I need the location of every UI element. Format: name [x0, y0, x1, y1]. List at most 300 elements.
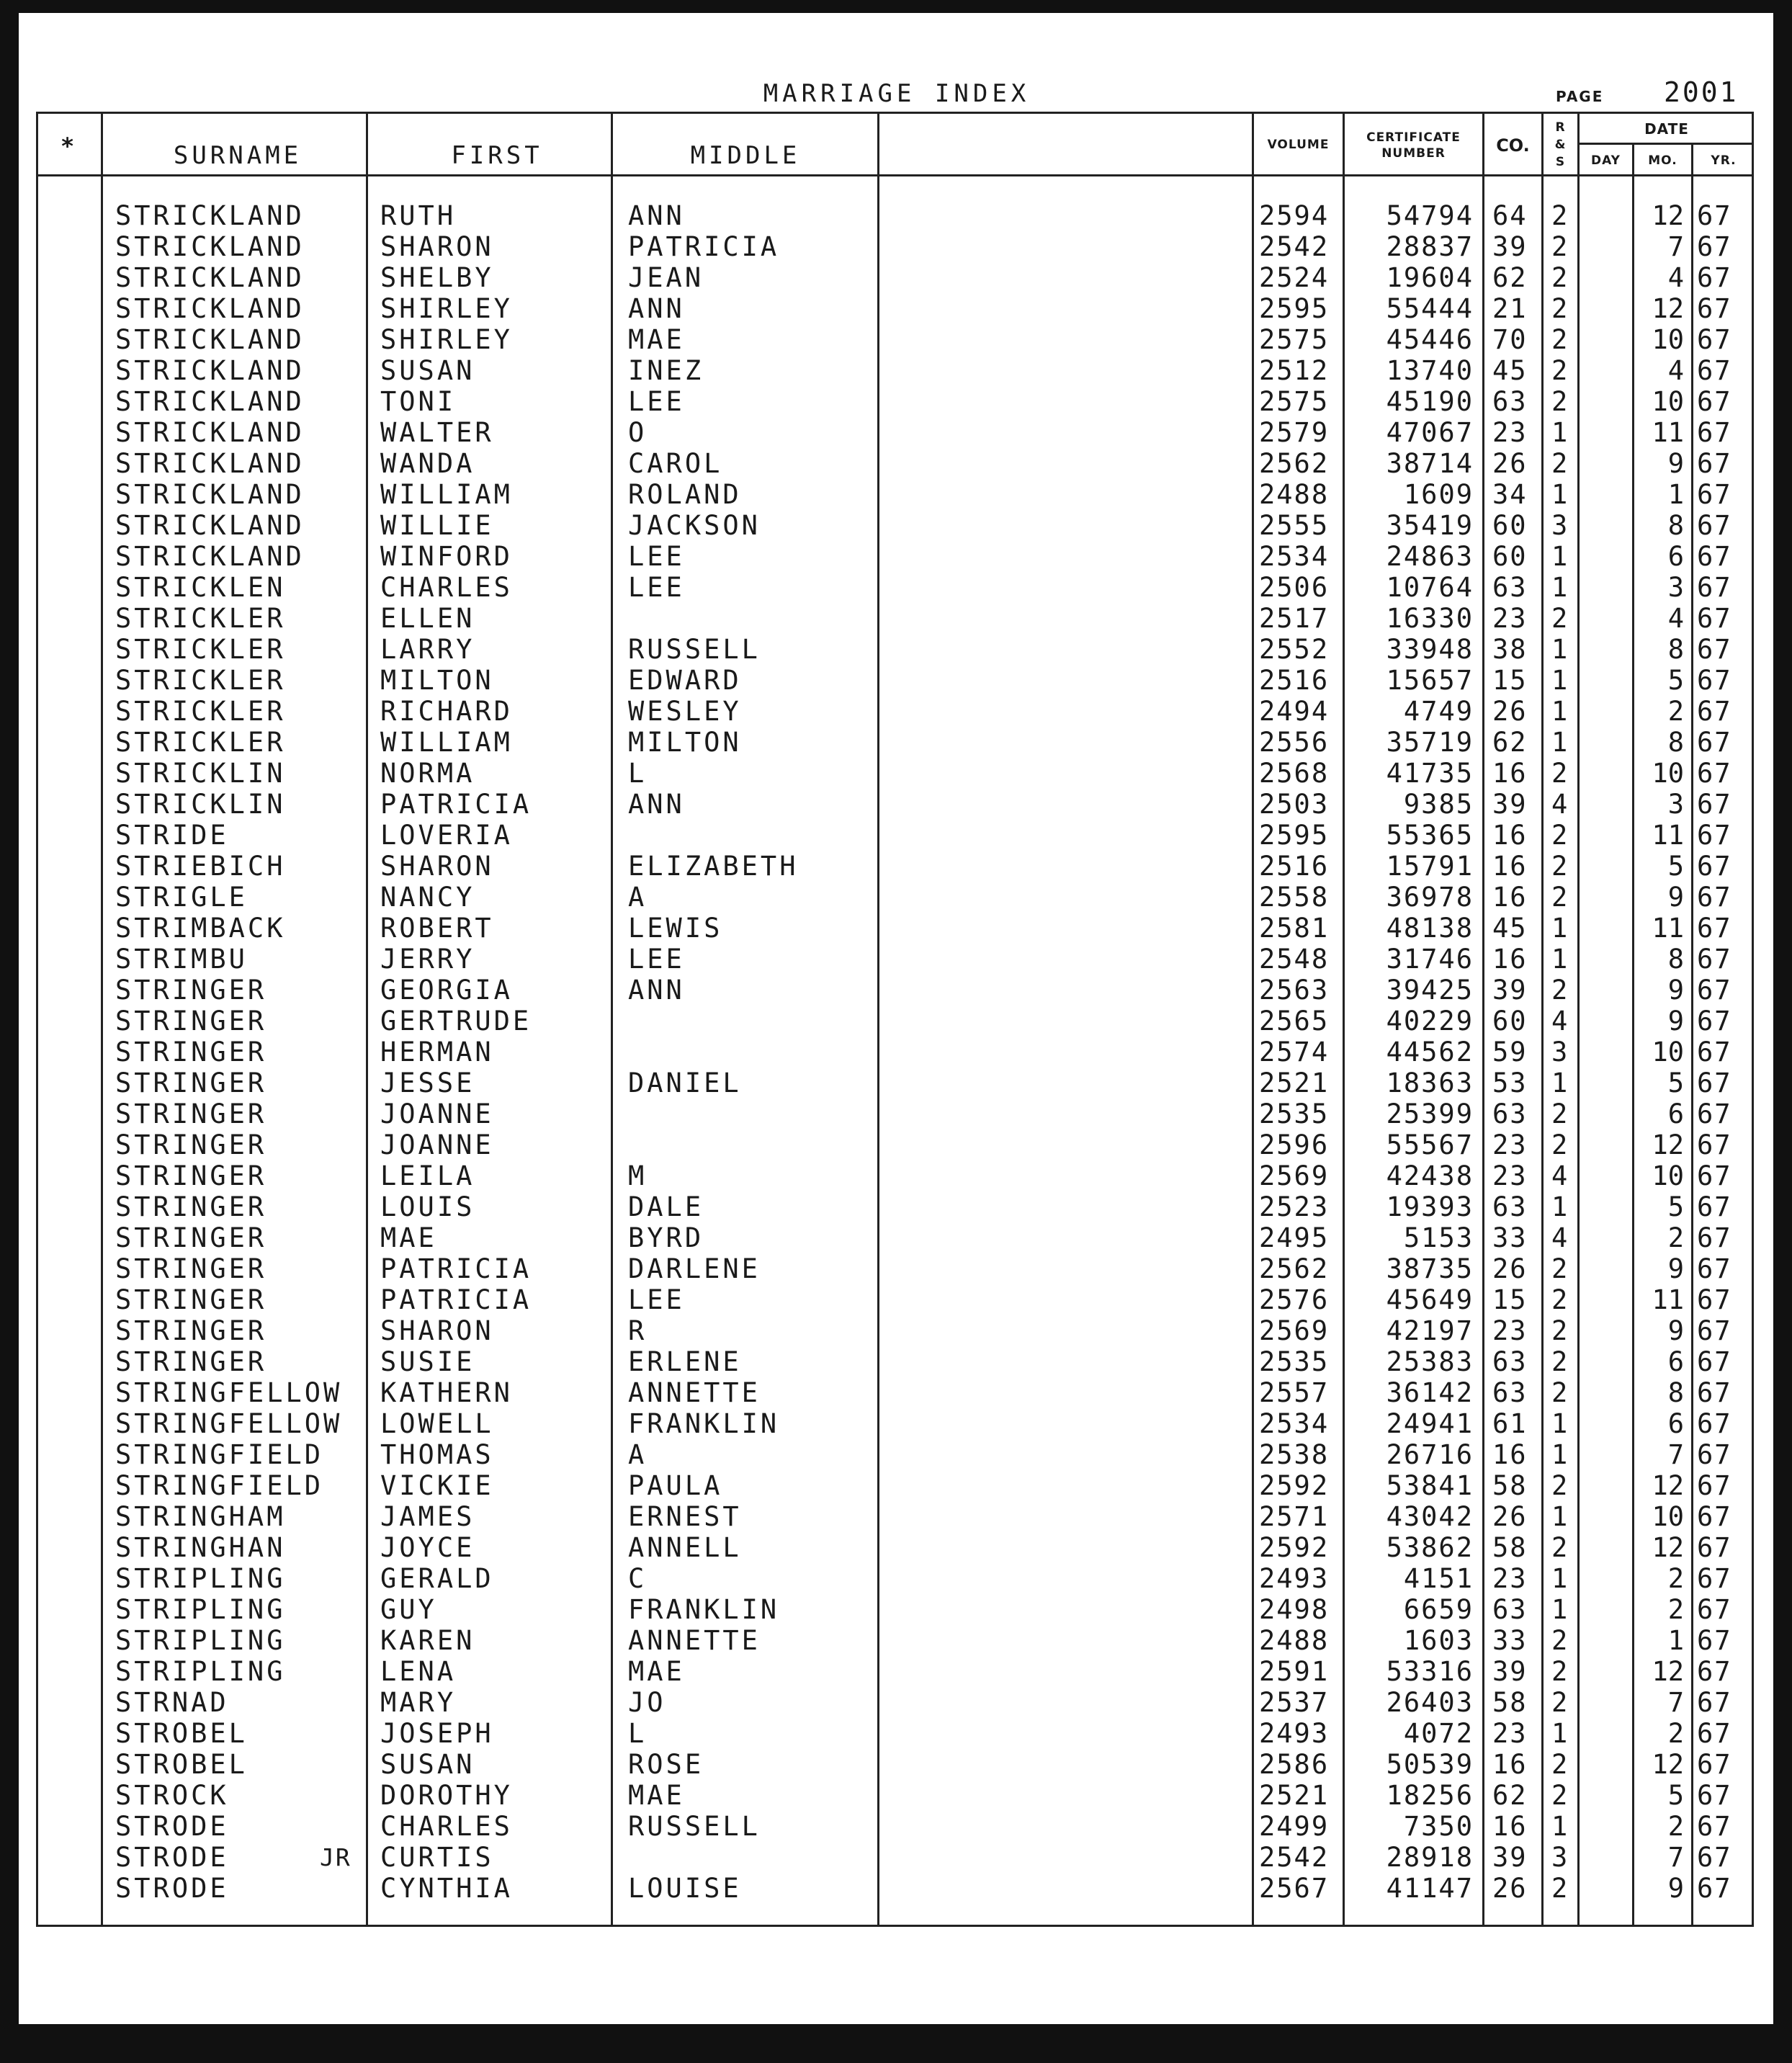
month-cell: 9	[1667, 1253, 1684, 1284]
month-cell: 12	[1652, 1129, 1684, 1160]
year-cell: 67	[1697, 1439, 1732, 1470]
first-name-cell: JESSE	[380, 1068, 475, 1098]
certificate-number-cell: 45649	[1386, 1284, 1474, 1315]
year-cell: 67	[1697, 293, 1732, 324]
rs-header-line3: S	[1555, 155, 1566, 169]
middle-name-cell: ERLENE	[628, 1346, 742, 1377]
month-cell: 12	[1652, 1470, 1684, 1501]
surname-cell: STRICKLIN	[115, 789, 286, 820]
year-cell: 67	[1697, 448, 1732, 479]
certificate-number-cell: 41147	[1386, 1873, 1474, 1904]
first-name-cell: WILLIE	[380, 510, 494, 541]
month-cell: 9	[1667, 882, 1684, 913]
middle-name-cell: ANN	[628, 293, 685, 324]
county-cell: 23	[1492, 1563, 1528, 1594]
certificate-number-cell: 9385	[1403, 789, 1474, 820]
certificate-header-line1: CERTIFICATE	[1366, 130, 1461, 145]
certificate-number-cell: 47067	[1386, 417, 1474, 448]
first-name-cell: WANDA	[380, 448, 475, 479]
surname-cell: STRIPLING	[115, 1594, 286, 1625]
record-row	[0, 1315, 1792, 1346]
middle-name-cell: L	[628, 758, 648, 789]
volume-cell: 2534	[1259, 541, 1330, 572]
year-cell: 67	[1697, 417, 1732, 448]
year-cell: 67	[1697, 1068, 1732, 1098]
surname-cell: STRODE	[115, 1873, 229, 1904]
record-row	[0, 1222, 1792, 1253]
surname-cell: STRICKLAND	[115, 355, 305, 386]
year-cell: 67	[1697, 355, 1732, 386]
volume-cell: 2586	[1259, 1749, 1330, 1780]
rs-cell: 2	[1551, 1625, 1568, 1656]
volume-cell: 2568	[1259, 758, 1330, 789]
first-name-cell: LARRY	[380, 634, 475, 665]
county-cell: 23	[1492, 603, 1528, 634]
county-cell: 38	[1492, 634, 1528, 665]
middle-name-cell: ANN	[628, 789, 685, 820]
day-header: DAY	[1591, 153, 1621, 168]
certificate-number-cell: 28837	[1386, 231, 1474, 262]
volume-cell: 2567	[1259, 1873, 1330, 1904]
county-cell: 63	[1492, 1346, 1528, 1377]
certificate-number-cell: 53316	[1386, 1656, 1474, 1687]
first-name-cell: CURTIS	[380, 1842, 494, 1873]
year-cell: 67	[1697, 634, 1732, 665]
record-row	[0, 1068, 1792, 1098]
rs-cell: 1	[1551, 479, 1568, 510]
first-name-cell: PATRICIA	[380, 789, 532, 820]
surname-cell: STRIPLING	[115, 1656, 286, 1687]
county-cell: 33	[1492, 1625, 1528, 1656]
year-cell: 67	[1697, 1408, 1732, 1439]
page-number: 2001	[1664, 76, 1739, 108]
record-row	[0, 1749, 1792, 1780]
month-cell: 7	[1667, 1842, 1684, 1873]
middle-name-cell: BYRD	[628, 1222, 704, 1253]
surname-cell: STRODE	[115, 1811, 229, 1842]
county-cell: 58	[1492, 1470, 1528, 1501]
month-cell: 5	[1667, 665, 1684, 696]
year-cell: 67	[1697, 1222, 1732, 1253]
header-divider	[36, 174, 1754, 176]
certificate-number-cell: 38735	[1386, 1253, 1474, 1284]
rs-cell: 2	[1551, 262, 1568, 293]
surname-cell: STRICKLAND	[115, 324, 305, 355]
record-row	[0, 386, 1792, 417]
month-cell: 6	[1667, 1098, 1684, 1129]
record-row	[0, 1037, 1792, 1068]
volume-cell: 2495	[1259, 1222, 1330, 1253]
suffix-cell: JR	[320, 1843, 351, 1871]
year-cell: 67	[1697, 696, 1732, 727]
month-cell: 8	[1667, 510, 1684, 541]
rs-cell: 4	[1551, 1222, 1568, 1253]
county-cell: 16	[1492, 944, 1528, 975]
volume-cell: 2516	[1259, 851, 1330, 882]
volume-cell: 2565	[1259, 1006, 1330, 1037]
surname-cell: STRICKLER	[115, 634, 286, 665]
surname-cell: STRINGHAN	[115, 1532, 286, 1563]
month-cell: 2	[1667, 1563, 1684, 1594]
record-row	[0, 262, 1792, 293]
year-cell: 67	[1697, 820, 1732, 851]
month-cell: 10	[1652, 1037, 1684, 1068]
record-row	[0, 1346, 1792, 1377]
year-cell: 67	[1697, 1006, 1732, 1037]
county-cell: 23	[1492, 417, 1528, 448]
record-row	[0, 1811, 1792, 1842]
middle-name-cell: ANN	[628, 975, 685, 1006]
rs-cell: 2	[1551, 1284, 1568, 1315]
county-cell: 16	[1492, 851, 1528, 882]
middle-name-cell: A	[628, 1439, 648, 1470]
county-cell: 39	[1492, 1656, 1528, 1687]
first-name-cell: JERRY	[380, 944, 475, 975]
record-row	[0, 1656, 1792, 1687]
month-cell: 10	[1652, 324, 1684, 355]
county-cell: 63	[1492, 1098, 1528, 1129]
first-name-cell: SHIRLEY	[380, 293, 513, 324]
month-cell: 12	[1652, 1749, 1684, 1780]
volume-cell: 2592	[1259, 1470, 1330, 1501]
first-name-cell: KATHERN	[380, 1377, 513, 1408]
first-name-cell: PATRICIA	[380, 1253, 532, 1284]
rs-cell: 2	[1551, 1532, 1568, 1563]
surname-cell: STRIMBACK	[115, 913, 286, 944]
middle-name-cell: EDWARD	[628, 665, 742, 696]
month-cell: 10	[1652, 758, 1684, 789]
certificate-number-cell: 53841	[1386, 1470, 1474, 1501]
certificate-number-cell: 13740	[1386, 355, 1474, 386]
year-cell: 67	[1697, 1811, 1732, 1842]
record-row	[0, 1532, 1792, 1563]
record-row	[0, 975, 1792, 1006]
record-row	[0, 1563, 1792, 1594]
middle-name-cell: ANNELL	[628, 1532, 742, 1563]
volume-cell: 2538	[1259, 1439, 1330, 1470]
surname-cell: STRICKLIN	[115, 758, 286, 789]
record-row	[0, 1006, 1792, 1037]
rs-cell: 4	[1551, 789, 1568, 820]
first-name-cell: WILLIAM	[380, 727, 513, 758]
year-cell: 67	[1697, 1656, 1732, 1687]
surname-cell: STRINGER	[115, 1315, 267, 1346]
certificate-number-cell: 25383	[1386, 1346, 1474, 1377]
middle-name-cell: LOUISE	[628, 1873, 742, 1904]
surname-cell: STRICKLAND	[115, 293, 305, 324]
surname-cell: STRINGER	[115, 1098, 267, 1129]
month-cell: 10	[1652, 1501, 1684, 1532]
rs-cell: 2	[1551, 200, 1568, 231]
year-cell: 67	[1697, 324, 1732, 355]
record-row	[0, 1253, 1792, 1284]
county-cell: 16	[1492, 1811, 1528, 1842]
county-cell: 23	[1492, 1129, 1528, 1160]
rs-cell: 1	[1551, 1068, 1568, 1098]
rs-cell: 2	[1551, 1780, 1568, 1811]
month-cell: 6	[1667, 1346, 1684, 1377]
volume-cell: 2555	[1259, 510, 1330, 541]
certificate-number-cell: 39425	[1386, 975, 1474, 1006]
first-name-cell: LOUIS	[380, 1191, 475, 1222]
surname-cell: STRINGER	[115, 1253, 267, 1284]
record-row	[0, 1842, 1792, 1873]
county-cell: 64	[1492, 200, 1528, 231]
rs-cell: 2	[1551, 386, 1568, 417]
record-row	[0, 820, 1792, 851]
volume-cell: 2493	[1259, 1718, 1330, 1749]
certificate-number-cell: 24941	[1386, 1408, 1474, 1439]
record-row	[0, 541, 1792, 572]
county-cell: 16	[1492, 1749, 1528, 1780]
first-name-cell: ROBERT	[380, 913, 494, 944]
volume-cell: 2562	[1259, 1253, 1330, 1284]
certificate-number-cell: 16330	[1386, 603, 1474, 634]
year-cell: 67	[1697, 1377, 1732, 1408]
year-cell: 67	[1697, 758, 1732, 789]
first-name-cell: SHARON	[380, 231, 494, 262]
rs-cell: 3	[1551, 1842, 1568, 1873]
middle-name-cell: R	[628, 1315, 648, 1346]
surname-cell: STROCK	[115, 1780, 229, 1811]
record-row	[0, 696, 1792, 727]
rs-cell: 2	[1551, 448, 1568, 479]
volume-cell: 2506	[1259, 572, 1330, 603]
county-cell: 58	[1492, 1532, 1528, 1563]
certificate-number-cell: 48138	[1386, 913, 1474, 944]
rs-cell: 1	[1551, 417, 1568, 448]
year-cell: 67	[1697, 262, 1732, 293]
certificate-number-cell: 19393	[1386, 1191, 1474, 1222]
rs-cell: 2	[1551, 1749, 1568, 1780]
rs-cell: 2	[1551, 293, 1568, 324]
year-cell: 67	[1697, 1749, 1732, 1780]
county-cell: 26	[1492, 1253, 1528, 1284]
month-cell: 1	[1667, 479, 1684, 510]
rs-cell: 1	[1551, 1811, 1568, 1842]
county-cell: 34	[1492, 479, 1528, 510]
county-cell: 60	[1492, 510, 1528, 541]
certificate-number-cell: 18363	[1386, 1068, 1474, 1098]
surname-cell: STRICKLAND	[115, 231, 305, 262]
county-cell: 16	[1492, 1439, 1528, 1470]
record-row	[0, 1470, 1792, 1501]
rs-cell: 2	[1551, 1129, 1568, 1160]
month-cell: 11	[1652, 820, 1684, 851]
month-cell: 9	[1667, 1315, 1684, 1346]
volume-cell: 2556	[1259, 727, 1330, 758]
middle-name-cell: JO	[628, 1687, 666, 1718]
record-row	[0, 355, 1792, 386]
surname-cell: STRIPLING	[115, 1563, 286, 1594]
first-name-cell: SHARON	[380, 851, 494, 882]
surname-cell: STRINGFELLOW	[115, 1377, 343, 1408]
surname-cell: STRINGER	[115, 1006, 267, 1037]
first-name-cell: NORMA	[380, 758, 475, 789]
volume-cell: 2594	[1259, 200, 1330, 231]
middle-name-cell: DANIEL	[628, 1068, 742, 1098]
volume-cell: 2576	[1259, 1284, 1330, 1315]
middle-name-cell: LEE	[628, 572, 685, 603]
county-cell: 63	[1492, 1191, 1528, 1222]
surname-cell: STRICKLAND	[115, 448, 305, 479]
first-name-cell: MILTON	[380, 665, 494, 696]
first-name-cell: SHIRLEY	[380, 324, 513, 355]
first-name-cell: GUY	[380, 1594, 437, 1625]
month-cell: 11	[1652, 1284, 1684, 1315]
volume-cell: 2558	[1259, 882, 1330, 913]
surname-cell: STRINGER	[115, 1068, 267, 1098]
month-cell: 5	[1667, 1191, 1684, 1222]
middle-name-cell: JEAN	[628, 262, 704, 293]
first-name-cell: HERMAN	[380, 1037, 494, 1068]
county-cell: 62	[1492, 262, 1528, 293]
record-row	[0, 293, 1792, 324]
record-row	[0, 851, 1792, 882]
county-cell: 61	[1492, 1408, 1528, 1439]
month-cell: 7	[1667, 1439, 1684, 1470]
certificate-number-cell: 10764	[1386, 572, 1474, 603]
surname-cell: STRODE	[115, 1842, 229, 1873]
record-row	[0, 1873, 1792, 1904]
record-row	[0, 1160, 1792, 1191]
certificate-number-cell: 18256	[1386, 1780, 1474, 1811]
rs-cell: 1	[1551, 944, 1568, 975]
county-cell: 53	[1492, 1068, 1528, 1098]
month-cell: 4	[1667, 355, 1684, 386]
first-name-cell: RUTH	[380, 200, 457, 231]
volume-cell: 2535	[1259, 1346, 1330, 1377]
surname-cell: STRINGHAM	[115, 1501, 286, 1532]
certificate-number-cell: 5153	[1403, 1222, 1474, 1253]
certificate-number-cell: 35419	[1386, 510, 1474, 541]
certificate-number-cell: 55444	[1386, 293, 1474, 324]
volume-cell: 2581	[1259, 913, 1330, 944]
surname-cell: STRICKLEN	[115, 572, 286, 603]
certificate-number-cell: 7350	[1403, 1811, 1474, 1842]
rs-cell: 1	[1551, 1594, 1568, 1625]
county-cell: 16	[1492, 882, 1528, 913]
county-cell: 16	[1492, 820, 1528, 851]
surname-cell: STRINGER	[115, 975, 267, 1006]
volume-cell: 2503	[1259, 789, 1330, 820]
year-cell: 67	[1697, 603, 1732, 634]
year-cell: 67	[1697, 975, 1732, 1006]
county-cell: 59	[1492, 1037, 1528, 1068]
first-name-cell: KAREN	[380, 1625, 475, 1656]
month-cell: 5	[1667, 1780, 1684, 1811]
rs-cell: 1	[1551, 634, 1568, 665]
year-cell: 67	[1697, 1532, 1732, 1563]
county-cell: 39	[1492, 789, 1528, 820]
surname-cell: STRICKLER	[115, 665, 286, 696]
record-row	[0, 1501, 1792, 1532]
date-header: DATE	[1644, 120, 1689, 138]
certificate-number-cell: 35719	[1386, 727, 1474, 758]
page-label: PAGE	[1556, 88, 1604, 105]
county-cell: 26	[1492, 696, 1528, 727]
volume-cell: 2499	[1259, 1811, 1330, 1842]
first-name-cell: NANCY	[380, 882, 475, 913]
month-header: MO.	[1648, 153, 1677, 168]
record-row	[0, 603, 1792, 634]
middle-header: MIDDLE	[690, 141, 801, 170]
year-cell: 67	[1697, 1842, 1732, 1873]
first-header: FIRST	[451, 141, 543, 170]
year-cell: 67	[1697, 789, 1732, 820]
rs-cell: 1	[1551, 665, 1568, 696]
middle-name-cell: DALE	[628, 1191, 704, 1222]
rs-cell: 2	[1551, 820, 1568, 851]
record-row	[0, 324, 1792, 355]
rs-header-line1: R	[1555, 120, 1566, 135]
year-cell: 67	[1697, 1718, 1732, 1749]
certificate-number-cell: 36978	[1386, 882, 1474, 913]
rs-cell: 2	[1551, 603, 1568, 634]
rs-cell: 1	[1551, 1191, 1568, 1222]
rs-cell: 3	[1551, 1037, 1568, 1068]
middle-name-cell: ANN	[628, 200, 685, 231]
record-row	[0, 1718, 1792, 1749]
first-name-cell: DOROTHY	[380, 1780, 513, 1811]
county-cell: 62	[1492, 727, 1528, 758]
date-header-divider	[1577, 143, 1754, 145]
volume-cell: 2569	[1259, 1160, 1330, 1191]
certificate-number-cell: 15657	[1386, 665, 1474, 696]
volume-cell: 2521	[1259, 1068, 1330, 1098]
first-name-cell: WILLIAM	[380, 479, 513, 510]
month-cell: 5	[1667, 1068, 1684, 1098]
certificate-number-cell: 42197	[1386, 1315, 1474, 1346]
rs-cell: 1	[1551, 541, 1568, 572]
star-column-header: *	[61, 133, 75, 160]
month-cell: 8	[1667, 634, 1684, 665]
year-cell: 67	[1697, 1284, 1732, 1315]
volume-cell: 2569	[1259, 1315, 1330, 1346]
county-cell: 15	[1492, 665, 1528, 696]
middle-name-cell: MAE	[628, 1780, 685, 1811]
county-cell: 26	[1492, 1873, 1528, 1904]
rs-cell: 2	[1551, 975, 1568, 1006]
year-cell: 67	[1697, 1625, 1732, 1656]
record-row	[0, 1780, 1792, 1811]
county-cell: 23	[1492, 1160, 1528, 1191]
year-cell: 67	[1697, 1098, 1732, 1129]
county-cell: 63	[1492, 386, 1528, 417]
first-name-cell: JOSEPH	[380, 1718, 494, 1749]
middle-name-cell: ERNEST	[628, 1501, 742, 1532]
month-cell: 12	[1652, 293, 1684, 324]
first-name-cell: TONI	[380, 386, 457, 417]
certificate-number-cell: 4072	[1403, 1718, 1474, 1749]
certificate-number-cell: 38714	[1386, 448, 1474, 479]
first-name-cell: GERTRUDE	[380, 1006, 532, 1037]
county-cell: 45	[1492, 913, 1528, 944]
certificate-number-cell: 26403	[1386, 1687, 1474, 1718]
county-cell: 45	[1492, 355, 1528, 386]
county-cell: 58	[1492, 1687, 1528, 1718]
month-cell: 10	[1652, 386, 1684, 417]
first-name-cell: THOMAS	[380, 1439, 494, 1470]
certificate-number-cell: 15791	[1386, 851, 1474, 882]
rs-cell: 2	[1551, 1377, 1568, 1408]
surname-cell: STRICKLER	[115, 727, 286, 758]
volume-cell: 2494	[1259, 696, 1330, 727]
middle-name-cell: L	[628, 1718, 648, 1749]
county-cell: 63	[1492, 1377, 1528, 1408]
certificate-number-cell: 1609	[1403, 479, 1474, 510]
surname-cell: STRICKLER	[115, 603, 286, 634]
